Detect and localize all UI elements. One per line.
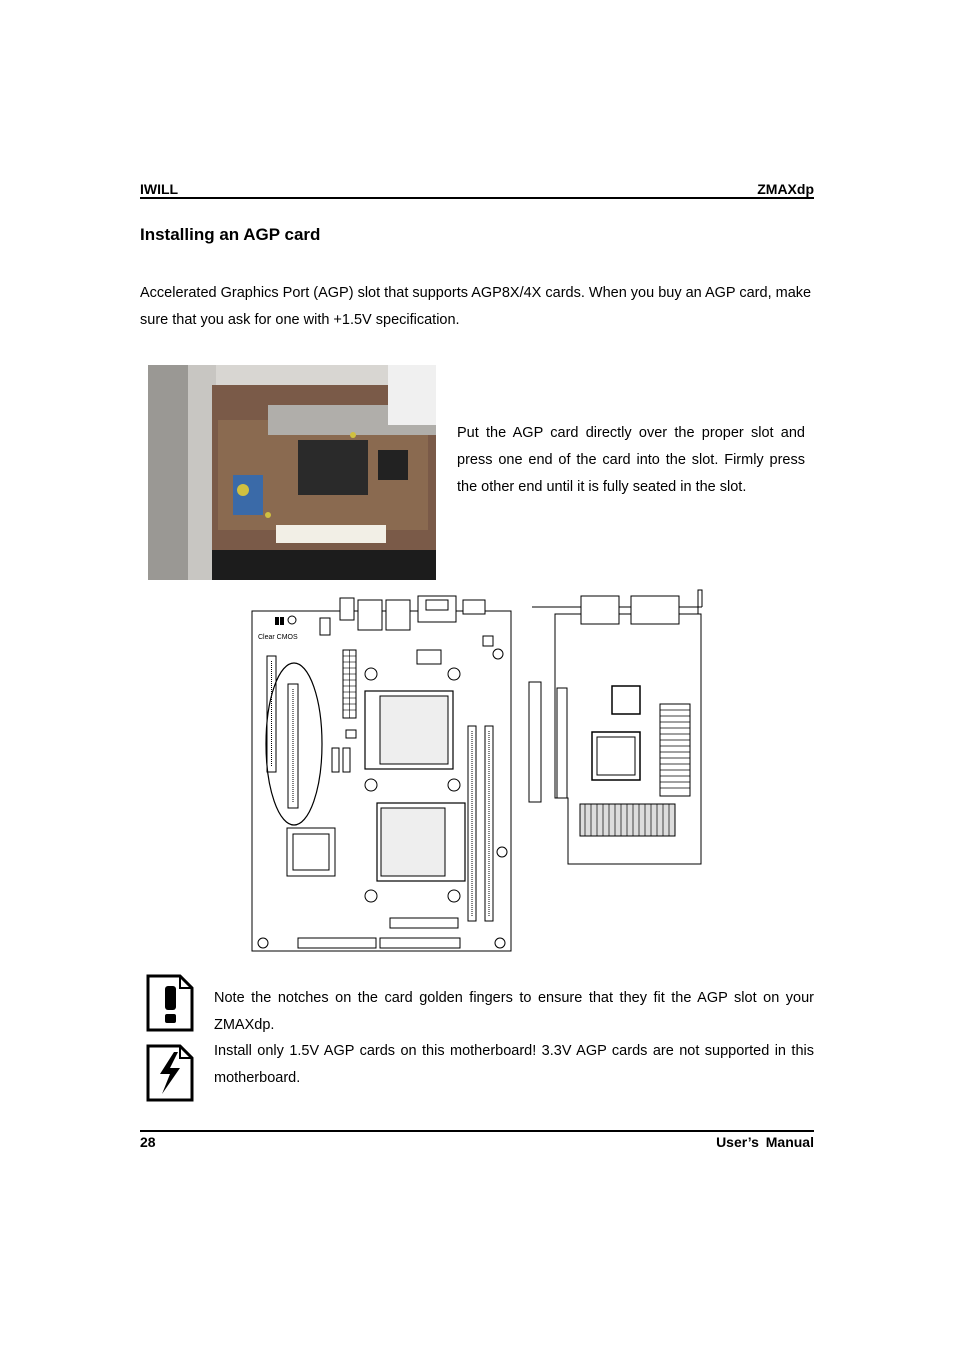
page-number: 28: [140, 1134, 156, 1150]
motherboard-agp-diagram: [245, 586, 715, 958]
footer-divider: [140, 1130, 814, 1132]
header-model: ZMAXdp: [757, 181, 814, 197]
lightning-warning-icon: [146, 1044, 194, 1102]
header-brand: IWILL: [140, 181, 179, 197]
header-divider: [140, 197, 814, 199]
exclamation-note-icon: [146, 974, 194, 1032]
note-golden-fingers: Note the notches on the card golden fingers to ensure that they fit the AGP slot on your ZMAXdp.: [214, 990, 814, 1033]
instruction-text: Put the AGP card directly over the proper slot and press one end of the card into the slot. Firmly press the other end until it is fully seated in the slot.: [457, 425, 805, 495]
intro-paragraph: Accelerated Graphics Port (AGP) slot that supports AGP8X/4X cards. When you buy an AGP card, make sure that you ask for one with +1.5V specification.: [140, 285, 812, 328]
agp-install-photo: [148, 365, 436, 580]
section-title: Installing an AGP card: [140, 225, 321, 244]
note-voltage-warning: Install only 1.5V AGP cards on this motherboard! 3.3V AGP cards are not supported in this motherboard.: [214, 1043, 814, 1086]
clear-cmos-label: Clear CMOS: [258, 634, 298, 641]
footer-manual-label: User’s Manual: [716, 1134, 814, 1150]
